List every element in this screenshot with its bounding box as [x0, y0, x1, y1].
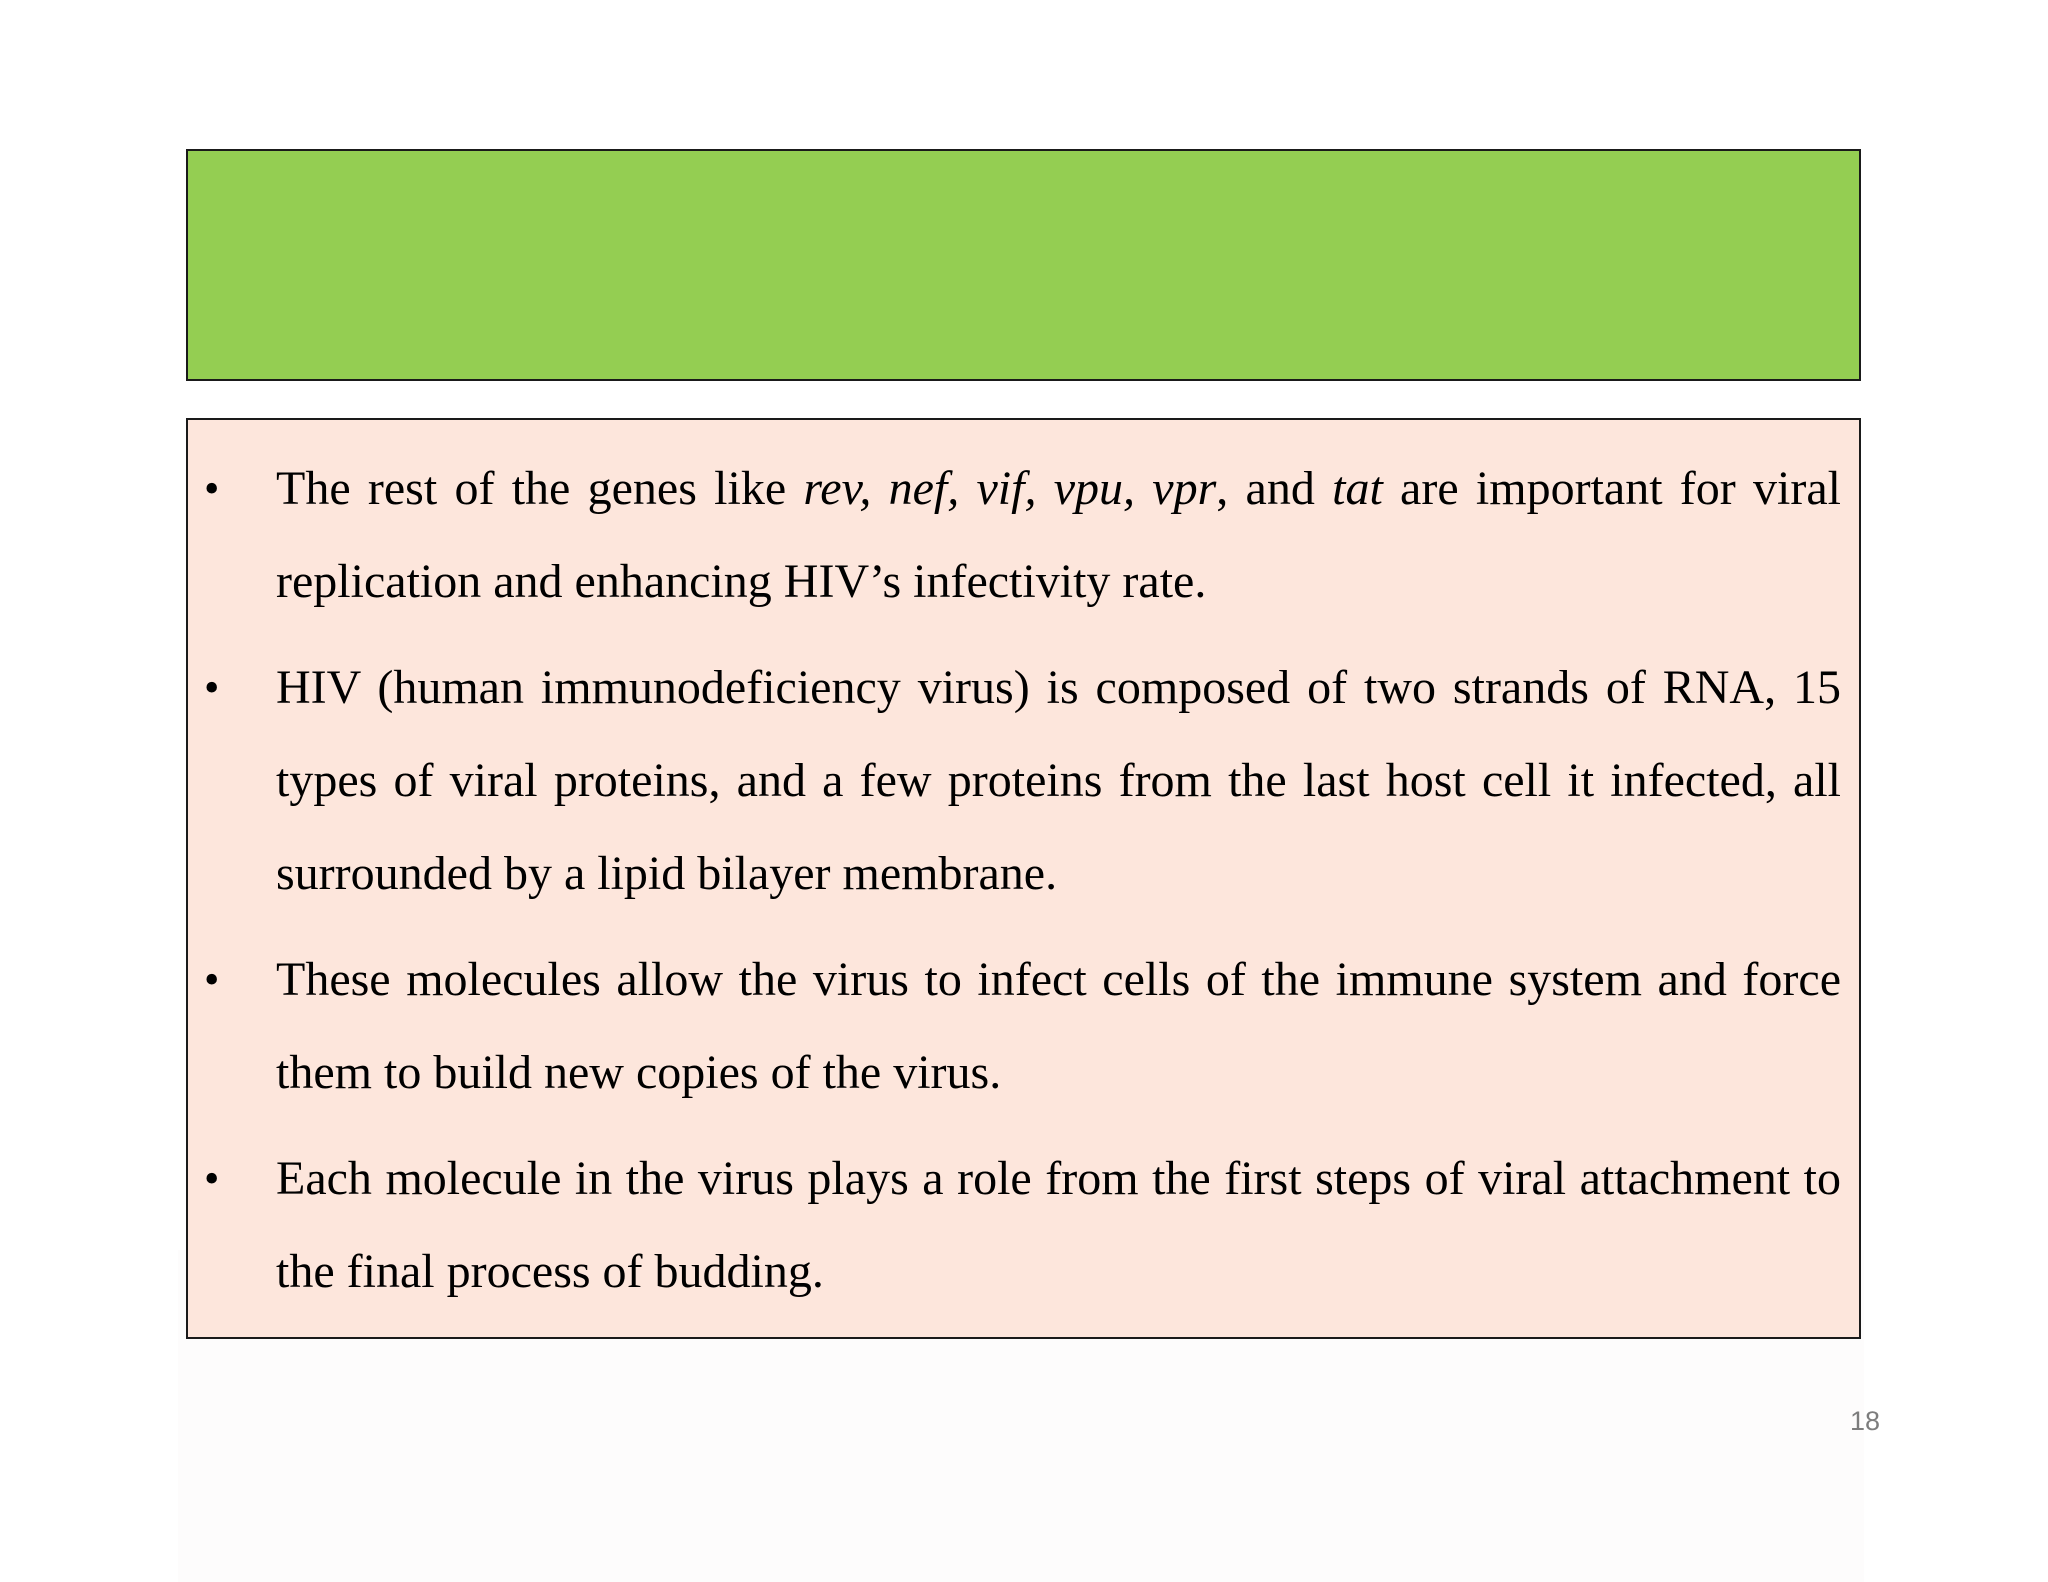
bullet-item: [188, 641, 1859, 920]
page-number: 18: [1849, 1406, 1880, 1436]
bullet-text: [276, 661, 1841, 900]
slide-title-bar: [186, 149, 1861, 381]
text-segment-italic: rev, nef, vif, vpu, vpr: [803, 462, 1217, 515]
bullet-marker: •: [204, 955, 220, 1004]
text-segment: The rest of the genes like: [276, 462, 804, 515]
bullet-marker: •: [204, 663, 220, 712]
text-segment: HIV (human immunodeficiency virus) is composed of two strands of RNA, 15 types of viral proteins, and a few proteins from the last host cell it infected, all surrounded by a lipid bilayer membrane.: [276, 661, 1841, 900]
bullet-item: [188, 933, 1859, 1119]
text-segment: , and: [1216, 462, 1333, 515]
content-box: [186, 418, 1861, 1339]
bullet-item: [188, 1132, 1859, 1318]
text-segment: These molecules allow the virus to infect cells of the immune system and force them to build new copies of the virus.: [276, 953, 1841, 1099]
bullet-item: [188, 442, 1859, 628]
bullet-text: [276, 953, 1841, 1099]
bullet-text: [276, 462, 1841, 608]
bullet-list: [188, 442, 1859, 1331]
bullet-marker: •: [204, 464, 220, 513]
text-segment: are important for viral replication and enhancing HIV’s infectivity rate.: [276, 462, 1841, 608]
text-segment: Each molecule in the virus plays a role from the first steps of viral attachment to the final process of budding.: [276, 1152, 1841, 1298]
text-segment-italic: tat: [1332, 462, 1383, 515]
bullet-text: [276, 1152, 1841, 1298]
bullet-marker: •: [204, 1154, 220, 1203]
